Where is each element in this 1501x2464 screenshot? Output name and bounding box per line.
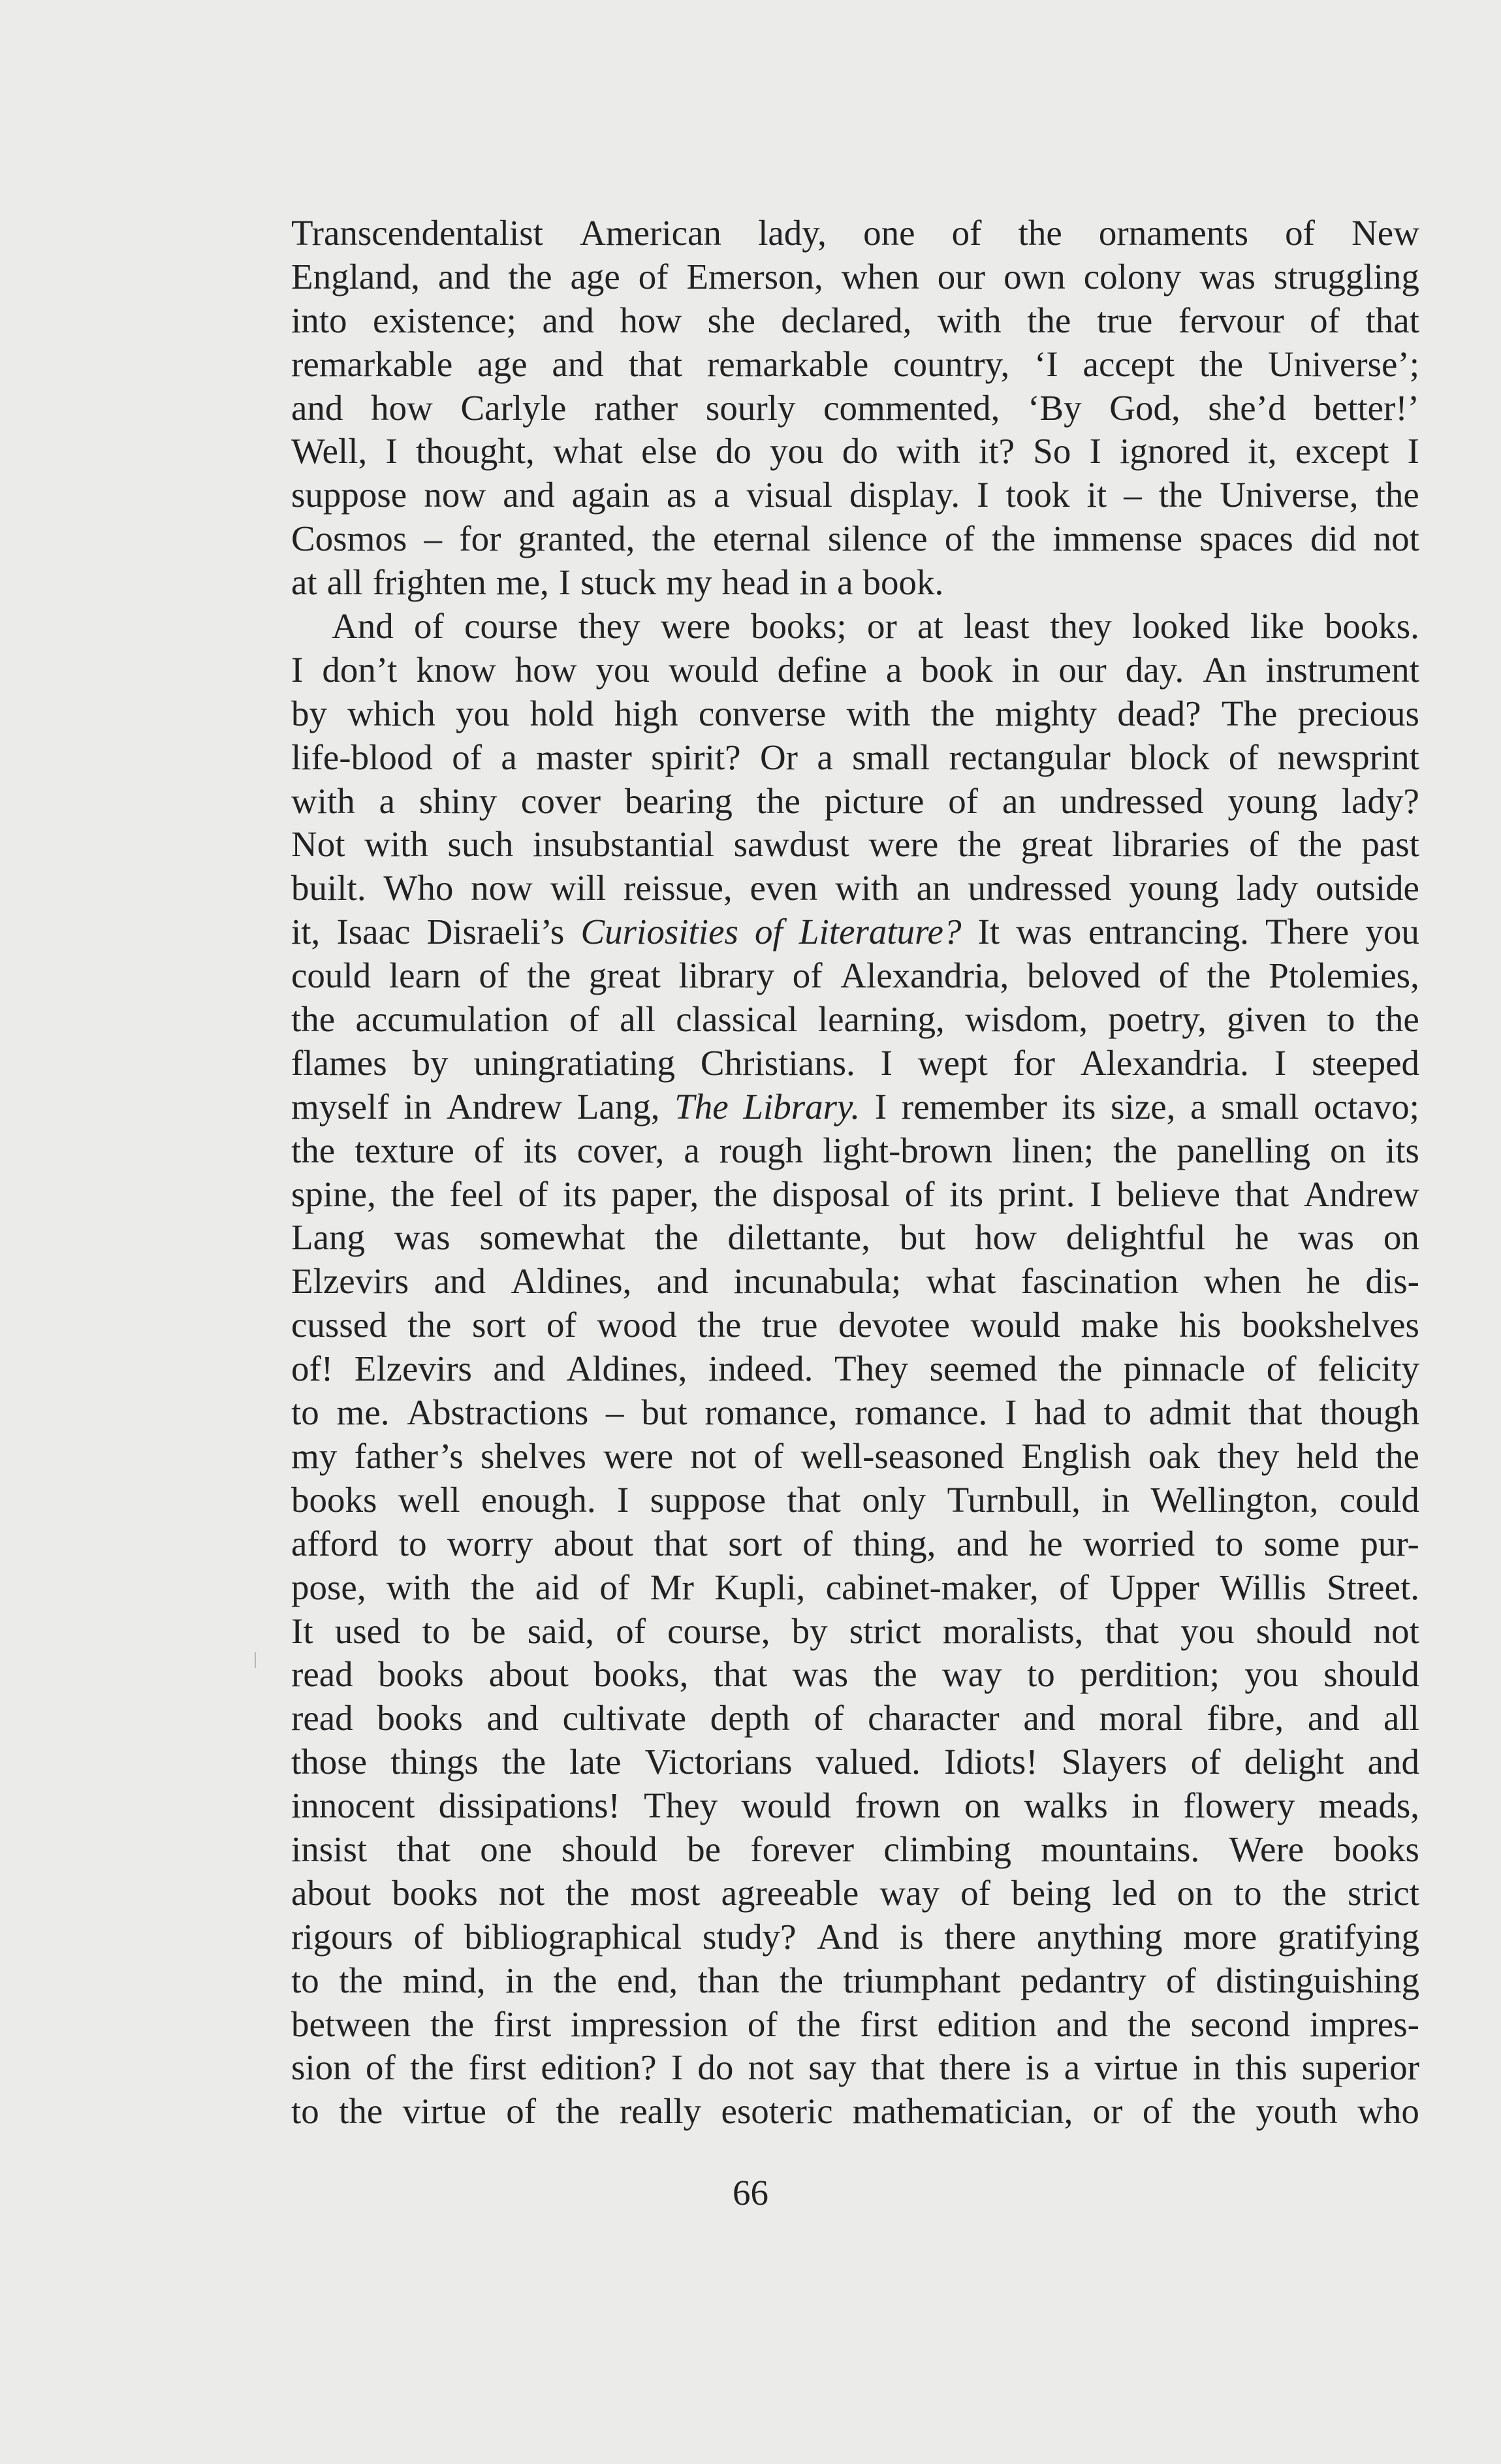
text-line: pose, with the aid of Mr Kupli, cabinet-maker, of Upper Willis Street. (291, 1567, 1419, 1607)
text-line: those things the late Victorians valued. Idiots! Slayers of delight and (291, 1742, 1419, 1782)
text-line: between the first impression of the first edition and the second impres- (291, 2004, 1419, 2044)
text-line: life-blood of a master spirit? Or a small rectangular block of newsprint (291, 737, 1419, 777)
margin-mark (255, 1652, 256, 1668)
text-line: It used to be said, of course, by strict moralists, that you should not (291, 1610, 1419, 1651)
text-line: read books about books, that was the way to perdition; you should (291, 1654, 1419, 1695)
text-line: Lang was somewhat the dilettante, but how delightful he was on (291, 1217, 1419, 1258)
text-line: the accumulation of all classical learning, wisdom, poetry, given to the (291, 999, 1419, 1040)
text-line: And of course they were books; or at least they looked like books. (332, 606, 1419, 647)
text-line: remarkable age and that remarkable country, ‘I accept the Universe’; (291, 344, 1419, 384)
text-line: built. Who now will reissue, even with an undressed young lady outside (291, 868, 1419, 908)
text-line: innocent dissipations! They would frown on walks in flowery meads, (291, 1785, 1419, 1826)
text-line: could learn of the great library of Alexandria, beloved of the Ptolemies, (291, 955, 1419, 996)
text-line: to the virtue of the really esoteric mathematician, or of the youth who (291, 2091, 1419, 2132)
text-line: Elzevirs and Aldines, and incunabula; what fascination when he dis- (291, 1261, 1419, 1302)
text-line: Cosmos – for granted, the eternal silence of the immense spaces did not (291, 519, 1419, 559)
text-line: books well enough. I suppose that only Turnbull, in Wellington, could (291, 1479, 1419, 1520)
page-number: 66 (733, 2173, 768, 2213)
text-line: the texture of its cover, a rough light-brown linen; the panelling on its (291, 1130, 1419, 1170)
text-line: insist that one should be forever climbing mountains. Were books (291, 1829, 1419, 1869)
text-line: to the mind, in the end, than the triumphant pedantry of distinguishing (291, 1960, 1419, 2000)
text-line: afford to worry about that sort of thing, and he worried to some pur- (291, 1523, 1419, 1563)
text-line: rigours of bibliographical study? And is there anything more gratifying (291, 1916, 1419, 1957)
text-line: spine, the feel of its paper, the disposal of its print. I believe that Andrew (291, 1174, 1419, 1214)
text-line: England, and the age of Emerson, when our own colony was struggling (291, 256, 1419, 296)
text-line: Transcendentalist American lady, one of the ornaments of New (291, 213, 1419, 253)
text-line: to me. Abstractions – but romance, romance. I had to admit that though (291, 1392, 1419, 1433)
text-line: and how Carlyle rather sourly commented, ‘By God, she’d better!’ (291, 387, 1419, 428)
text-line: into existence; and how she declared, with the true fervour of that (291, 300, 1419, 340)
text-line: flames by uningratiating Christians. I wept for Alexandria. I steeped (291, 1042, 1419, 1083)
text-line: it, Isaac Disraeli’s Curiosities of Literature? It was entrancing. There you (291, 912, 1419, 952)
text-line: cussed the sort of wood the true devotee would make his bookshelves (291, 1305, 1419, 1345)
text-line: suppose now and again as a visual display. I took it – the Universe, the (291, 475, 1419, 515)
text-line: Well, I thought, what else do you do with it? So I ignored it, except I (291, 431, 1419, 472)
text-line: by which you hold high converse with the mighty dead? The precious (291, 693, 1419, 733)
text-line: of! Elzevirs and Aldines, indeed. They seemed the pinnacle of felicity (291, 1349, 1419, 1389)
text-line: sion of the first edition? I do not say that there is a virtue in this superior (291, 2047, 1419, 2088)
text-line: Not with such insubstantial sawdust were the great libraries of the past (291, 824, 1419, 865)
text-line: I don’t know how you would define a book in our day. An instrument (291, 649, 1419, 690)
text-line: myself in Andrew Lang, The Library. I remember its size, a small octavo; (291, 1086, 1419, 1127)
page-body (291, 212, 1419, 2134)
text-line: my father’s shelves were not of well-seasoned English oak they held the (291, 1435, 1419, 1476)
text-line: with a shiny cover bearing the picture of an undressed young lady? (291, 780, 1419, 821)
text-line: about books not the most agreeable way of being led on to the strict (291, 1872, 1419, 1913)
text-line: read books and cultivate depth of character and moral fibre, and all (291, 1698, 1419, 1738)
text-line: at all frighten me, I stuck my head in a book. (291, 562, 944, 603)
